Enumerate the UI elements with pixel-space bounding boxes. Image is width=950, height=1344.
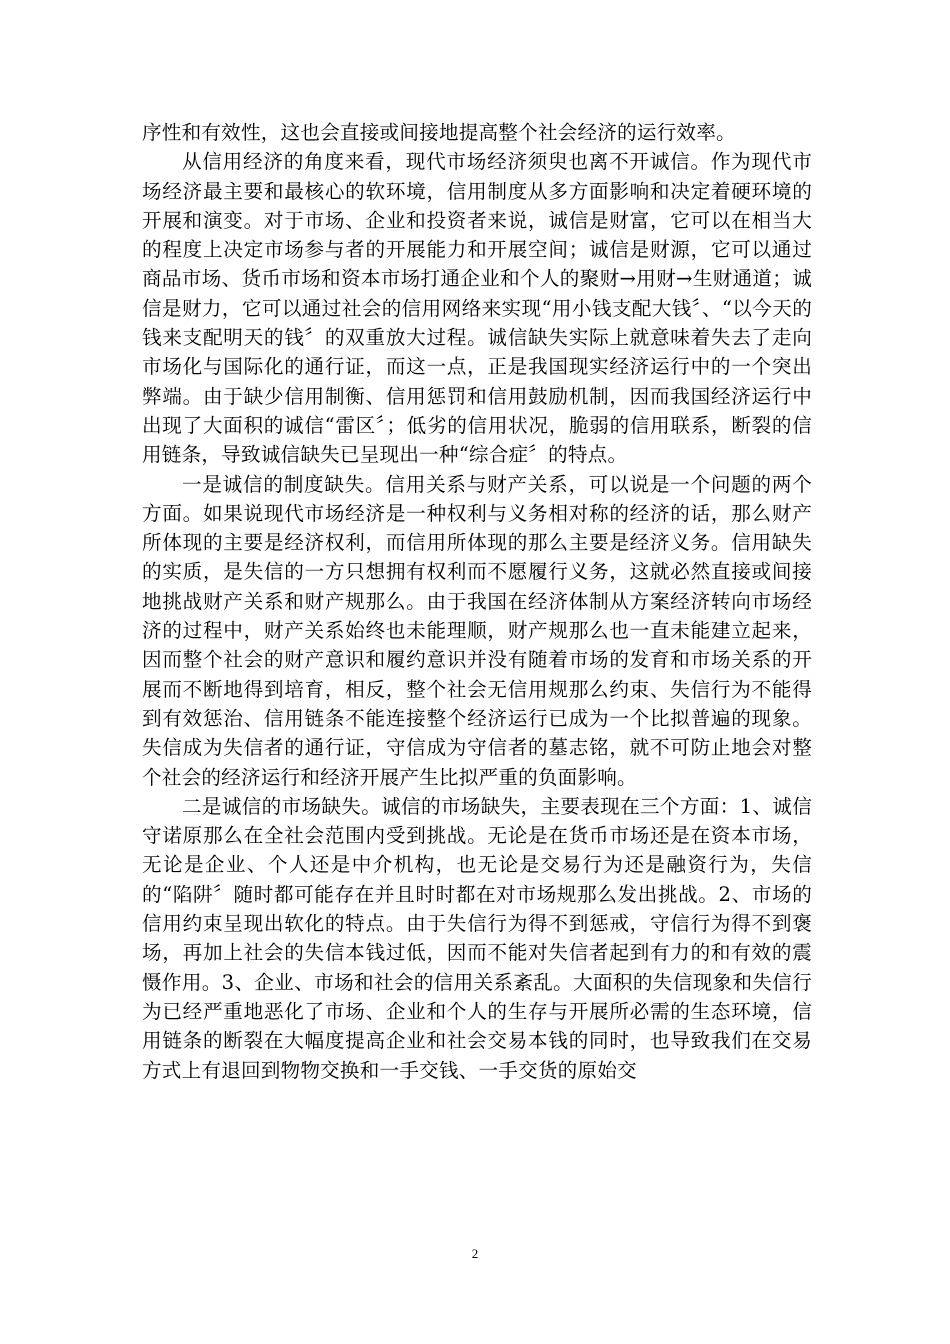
paragraph-4: 二是诚信的市场缺失。诚信的市场缺失，主要表现在三个方面：1、诚信守诺原那么在全社会范围内受到挑战。无论是在货币市场还是在资本市场，无论是企业、个人还是中介机构，也无论是交易行为还是融资行为，失信的“陷阱〞随时都可能存在并且时时都在对市场规那么发出挑战。2、市场的信用约束呈现出软化的特点。由于失信行为得不到惩戒，守信行为得不到褒场，再加上社会的失信本钱过低，因而不能对失信者起到有力的和有效的震慑作用。3、企业、市场和社会的信用关系紊乱。大面积的失信现象和失信行为已经严重地恶化了市场、企业和个人的生存与开展所必需的生态环境，信用链条的断裂在大幅度提高企业和社会交易本钱的同时，也导致我们在交易方式上有退回到物物交换和一手交钱、一手交货的原始交 xyxy=(142,794,812,1082)
paragraph-3: 一是诚信的制度缺失。信用关系与财产关系，可以说是一个问题的两个方面。如果说现代市场经济是一种权利与义务相对称的经济的话，那么财产所体现的主要是经济权利，而信用所体现的那么主要是经济义务。信用缺失的实质，是失信的一方只想拥有权利而不愿履行义务，这就必然直接或间接地挑战财产关系和财产规那么。由于我国在经济体制从方案经济转向市场经济的过程中，财产关系始终也未能理顺，财产规那么也一直未能建立起来，因而整个社会的财产意识和履约意识并没有随着市场的发育和市场关系的开展而不断地得到培育，相反，整个社会无信用规那么约束、失信行为不能得到有效惩治、信用链条不能连接整个经济运行已成为一个比拟普遍的现象。失信成为失信者的通行证，守信成为守信者的墓志铭，就不可防止地会对整个社会的经济运行和经济开展产生比拟严重的负面影响。 xyxy=(142,472,812,789)
body-text xyxy=(142,118,812,1085)
page-number: 2 xyxy=(471,1246,479,1261)
paragraph-1: 序性和有效性，这也会直接或间接地提高整个社会经济的运行效率。 xyxy=(142,121,736,144)
paragraph-2: 从信用经济的角度来看，现代市场经济须臾也离不开诚信。作为现代市场经济最主要和最核心的软环境，信用制度从多方面影响和决定着硬环境的开展和演变。对于市场、企业和投资者来说，诚信是财富，它可以在相当大的程度上决定市场参与者的开展能力和开展空间；诚信是财源，它可以通过商品市场、货币市场和资本市场打通企业和个人的聚财→用财→生财通道；诚信是财力，它可以通过社会的信用网络来实现“用小钱支配大钱〞、“以今天的钱来支配明天的钱〞的双重放大过程。诚信缺失实际上就意味着失去了走向市场化与国际化的通行证，而这一点，正是我国现实经济运行中的一个突出弊端。由于缺少信用制衡、信用惩罚和信用鼓励机制，因而我国经济运行中出现了大面积的诚信“雷区〞；低劣的信用状况，脆弱的信用联系，断裂的信用链条，导致诚信缺失已呈现出一种“综合症〞的特点。 xyxy=(142,150,812,467)
